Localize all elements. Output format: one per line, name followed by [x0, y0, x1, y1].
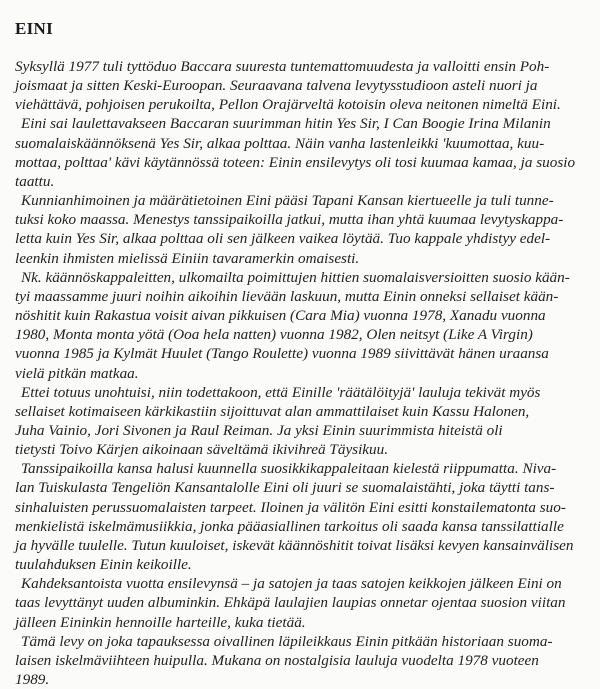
text-line: menkielistä iskelmämusiikkia, jonka pääasiallinen tarkoitus oli saada kansa tanssilattialle: [15, 517, 564, 535]
document-body: [15, 57, 595, 689]
paragraph: [15, 268, 595, 383]
text-line: tuksi koko maassa. Menestys tanssipaikoilla jatkui, mutta ihan yhtä kuumaa levytyskappa-: [15, 211, 564, 229]
text-line: tuulahduksen Einin keikoille.: [15, 556, 192, 574]
text-line: letta kuin Yes Sir, alkaa polttaa oli sen jälkeen vaikea löytää. Tuo kappale yhdistyy edel-: [15, 230, 551, 248]
paragraph: [15, 114, 595, 191]
text-line: vielä pitkän matkaa.: [15, 364, 139, 382]
paragraph: [15, 632, 595, 689]
text-line: 1980, Monta monta yötä (Ooa hela natten) vuonna 1982, Olen neitsyt (Like A Virgin): [15, 326, 533, 344]
text-line: Kahdeksantoista vuotta ensilevynsä – ja satojen ja taas satojen keikkojen jälkeen Eini on: [21, 575, 562, 593]
text-line: sellaiset kotimaiseen kärkikastiin sijoittuvat alan ammattilaiset kuin Kassu Halonen,: [15, 402, 530, 420]
paragraph: [15, 459, 595, 574]
text-line: jälleen Eininkin hennoille harteille, kuka tietää.: [15, 613, 306, 631]
text-line: Tämä levy on joka tapauksessa oivallinen läpileikkaus Einin pitkään historiaan suoma-: [21, 632, 553, 650]
text-line: Syksyllä 1977 tuli tyttöduo Baccara suuresta tuntemattomuudesta ja valloitti ensin Poh-: [15, 58, 550, 75]
text-line: joismaat ja sitten Keski-Euroopan. Seuraavana talvena levytysstudioon asteli nuori ja: [15, 77, 538, 95]
text-line: lan Tuiskulasta Tengeliön Kansantalolle Eini oli juuri se suomalaistähti, joka täytti tans-: [15, 479, 555, 497]
text-line: laisen iskelmäviihteen huipulla. Mukana on nostalgisia lauluja vuodelta 1978 vuoteen: [15, 651, 539, 669]
text-line: Eini sai laulettavakseen Baccaran suurimman hitin Yes Sir, I Can Boogie Irina Milanin: [21, 115, 551, 133]
text-line: taattu.: [15, 172, 55, 190]
text-line: Nk. käännöskappaleitten, ulkomailta poimittujen hittien suomalaisversioitten suosio kään-: [21, 268, 570, 286]
text-line: sinhaluisten perussuomalaisten tarpeet. Iloinen ja välitön Eini esitti konstailematonta suo-: [15, 498, 566, 516]
text-line: Juha Vainio, Jori Sivonen ja Raul Reiman. Ja yksi Einin suurimmista hiteistä oli: [15, 421, 503, 439]
text-line: viehättävä, pohjoisen perukoilta, Pellon Orajärveltä kotoisin oleva neitonen nimeltä Eini.: [15, 96, 561, 114]
paragraph: [15, 574, 595, 631]
paragraph: [15, 383, 595, 460]
paragraph: [15, 57, 595, 114]
text-line: tietysti Toivo Kärjen aikoinaan säveltämä ikivihreä Täysikuu.: [15, 441, 389, 459]
text-line: Tanssipaikoilla kansa halusi kuunnella suosikkikappaleitaan kielestä riippumatta. Niva-: [21, 460, 557, 478]
document-title: EINI: [15, 19, 54, 38]
text-line: vuonna 1985 ja Kylmät Huulet (Tango Roulette) vuonna 1989 siivittävät hänen uraansa: [15, 345, 549, 363]
text-line: taas levyttänyt uuden albuminkin. Ehkäpä laulajien laupias onnetar ojentaa suosion viitan: [15, 594, 566, 612]
text-line: tyi maassamme juuri noihin aikoihin lievään laskuun, mutta Einin onneksi sellaiset kään-: [15, 287, 559, 305]
paragraph: [15, 191, 595, 268]
text-line: nöshitit kuin Rakastua voisit aivan pikkuisen (Cara Mia) vuonna 1978, Xanadu vuonna: [15, 307, 546, 325]
text-line: Kunnianhimoinen ja määrätietoinen Eini pääsi Tapani Kansan kiertueelle ja tuli tunne-: [21, 192, 554, 210]
text-line: suomalaiskäännöksenä Yes Sir, alkaa polttaa. Näin vanha lastenleikki 'kuumottaa, kuu-: [15, 134, 545, 152]
text-line: ja hyvälle tuulelle. Tutun kuuloiset, iskevät käännöshitit toivat lisäksi kevyen kansainvälisen: [15, 536, 574, 554]
text-line: Ettei totuus unohtuisi, niin todettakoon, että Einille 'räätälöityjä' lauluja tekivät myös: [21, 383, 541, 401]
text-line: mottaa, polttaa' kävi käytännössä toteen: Einin ensilevytys oli tosi kuumaa kamaa, ja suosio: [15, 153, 576, 171]
text-line: 1989.: [15, 671, 50, 688]
text-line: leenkin ihmisten mielissä Einiin tavaramerkin omaisesti.: [15, 249, 360, 267]
